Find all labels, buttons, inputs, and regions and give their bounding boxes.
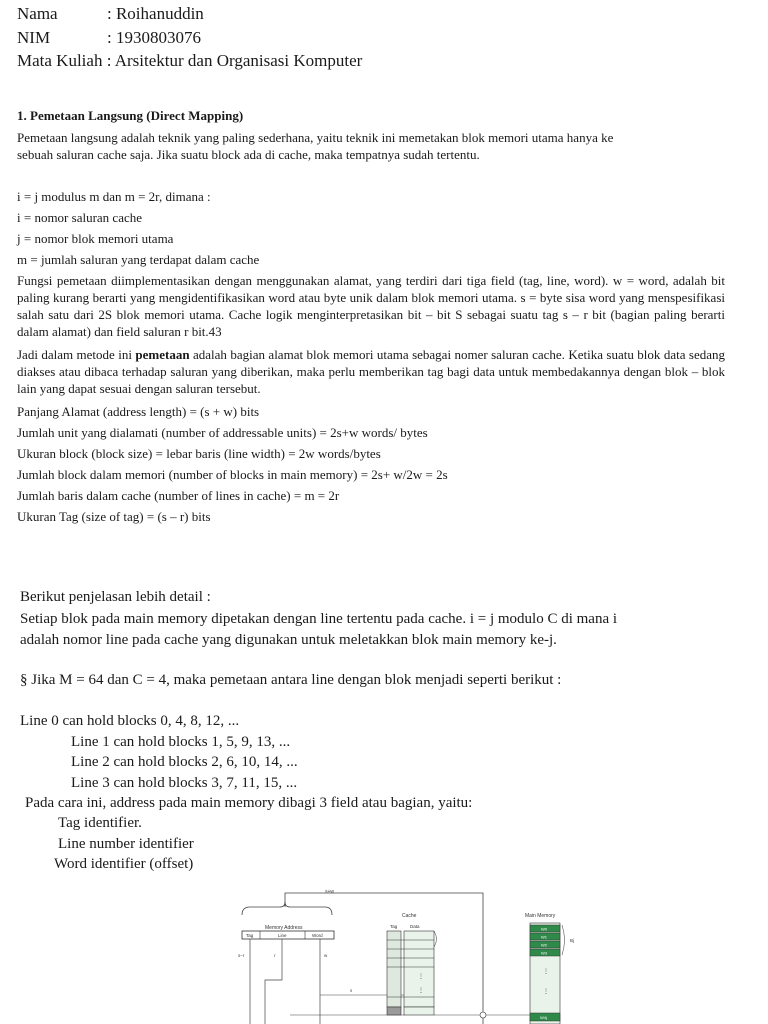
fungsi-paragraph: Fungsi pemetaan diimplementasikan dengan menggunakan alamat, yang terdiri dari tiga field (tag, line, word). w = word, adalah bit paling kurang berarti yang mengidentifikasikan word atau byte unik dalam blok memori utama. s = byte sisa word yang menspesifikasi salah satu dari 2S blok memori utama. Cache logik menginterpretasikan bit – bit S sebagai suatu tag s – r bit (bagian paling berarti dalam alamat) dan field saluran r bit.43 [17, 273, 725, 339]
mem-last-row-label: W4j [540, 1015, 547, 1020]
cache-table [387, 931, 437, 1015]
detail-intro: Berikut penjelasan lebih detail : [20, 589, 211, 605]
mem-row-label: W2 [541, 942, 547, 948]
svg-text:⋮: ⋮ [418, 988, 424, 994]
line-mapping: Line 3 can hold blocks 3, 7, 11, 15, ... [71, 775, 298, 791]
line-field-label: Line [278, 933, 287, 938]
list-item: Panjang Alamat (address length) = (s + w) bits [17, 404, 260, 419]
jadi-paragraph [17, 346, 725, 397]
cara-line: Pada cara ini, address pada main memory dibagi 3 field atau bagian, yaitu: [25, 795, 473, 811]
definition-j: j = nomor blok memori utama [17, 231, 174, 246]
line-mapping: Line 0 can hold blocks 0, 4, 8, 12, ... [20, 713, 240, 729]
mem-row-label: W1 [541, 934, 547, 940]
list-item: Ukuran block (block size) = lebar baris (line width) = 2w words/bytes [17, 446, 381, 461]
detail-line-a: Setiap blok pada main memory dipetakan dengan line tertentu pada cache. i = j modulo C di mana i [20, 611, 618, 627]
w-label: w [324, 953, 328, 958]
word-field-label: Word [312, 933, 323, 938]
s-label: s [350, 988, 353, 993]
cache-tag-label: Tag [390, 924, 398, 929]
nama-label: Nama [17, 4, 58, 23]
line-mapping: Line 1 can hold blocks 1, 5, 9, 13, ... [71, 734, 291, 750]
nim-value: : 1930803076 [107, 28, 201, 47]
tag-field-label: Tag [246, 933, 254, 938]
list-item: Ukuran Tag (size of tag) = (s – r) bits [17, 509, 211, 524]
mem-row-label: W0 [541, 926, 547, 932]
r-label: r [274, 953, 276, 958]
mata-kuliah-line: Mata Kuliah : Arsitektur dan Organisasi Komputer [17, 51, 363, 70]
intro-line-2: sebuah saluran cache saja. Jika suatu block ada di cache, maka tempatnya sudah tertentu. [17, 147, 480, 162]
cache-label: Cache [402, 913, 417, 919]
main-memory-table [530, 923, 574, 1024]
direct-mapping-diagram [230, 885, 590, 1024]
cache-data-label: Data [410, 924, 420, 929]
bullet-line: § Jika M = 64 dan C = 4, maka pemetaan antara line dengan blok menjadi seperti berikut : [20, 672, 562, 688]
nama-value: : Roihanuddin [107, 4, 204, 23]
definition-m: m = jumlah saluran yang terdapat dalam cache [17, 252, 260, 267]
jadi-text-bold: pemetaan [135, 347, 190, 362]
jadi-text-post: adalah bagian alamat blok memori utama sebagai nomer saluran cache. Ketika suatu blok data sedang diakses atau dibaca terhadap saluran yang diberikan, maka perlu memberikan tag bagi data untuk membedakannya dengan blok – blok lain yang dapat sesuai dengan saluran tersebut. [17, 347, 726, 396]
list-item: Jumlah unit yang dialamati (number of addressable units) = 2s+w words/ bytes [17, 425, 428, 440]
svg-text:⋮: ⋮ [418, 974, 424, 980]
field-item: Word identifier (offset) [54, 856, 194, 872]
nim-label: NIM [17, 28, 51, 47]
section-heading: 1. Pemetaan Langsung (Direct Mapping) [17, 108, 244, 123]
detail-line-b: adalah nomor line pada cache yang digunakan untuk meletakkan blok main memory ke-j. [20, 632, 557, 648]
formula-line: i = j modulus m dan m = 2r, dimana : [17, 189, 211, 204]
field-item: Tag identifier. [58, 815, 142, 831]
top-label: s+w [325, 889, 335, 895]
mem-row-label: W3 [541, 950, 547, 956]
definition-i: i = nomor saluran cache [17, 210, 143, 225]
list-item: Jumlah block dalam memori (number of blocks in main memory) = 2s+ w/2w = 2s [17, 467, 448, 482]
jadi-text-pre: Jadi dalam metode ini [17, 347, 136, 362]
list-item: Jumlah baris dalam cache (number of lines in cache) = m = 2r [17, 488, 340, 503]
field-item: Line number identifier [58, 836, 194, 852]
sr-label: s–r [238, 953, 245, 958]
main-memory-label: Main Memory [525, 913, 556, 919]
line-mapping: Line 2 can hold blocks 2, 6, 10, 14, ... [71, 754, 298, 770]
svg-text:⋮: ⋮ [543, 969, 549, 975]
intro-line-1: Pemetaan langsung adalah teknik yang paling sederhana, yaitu teknik ini memetakan blok memori utama hanya ke [17, 130, 614, 145]
memory-address-label: Memory Address [265, 925, 303, 931]
svg-text:⋮: ⋮ [543, 989, 549, 995]
bj-label: Bj [570, 938, 575, 943]
